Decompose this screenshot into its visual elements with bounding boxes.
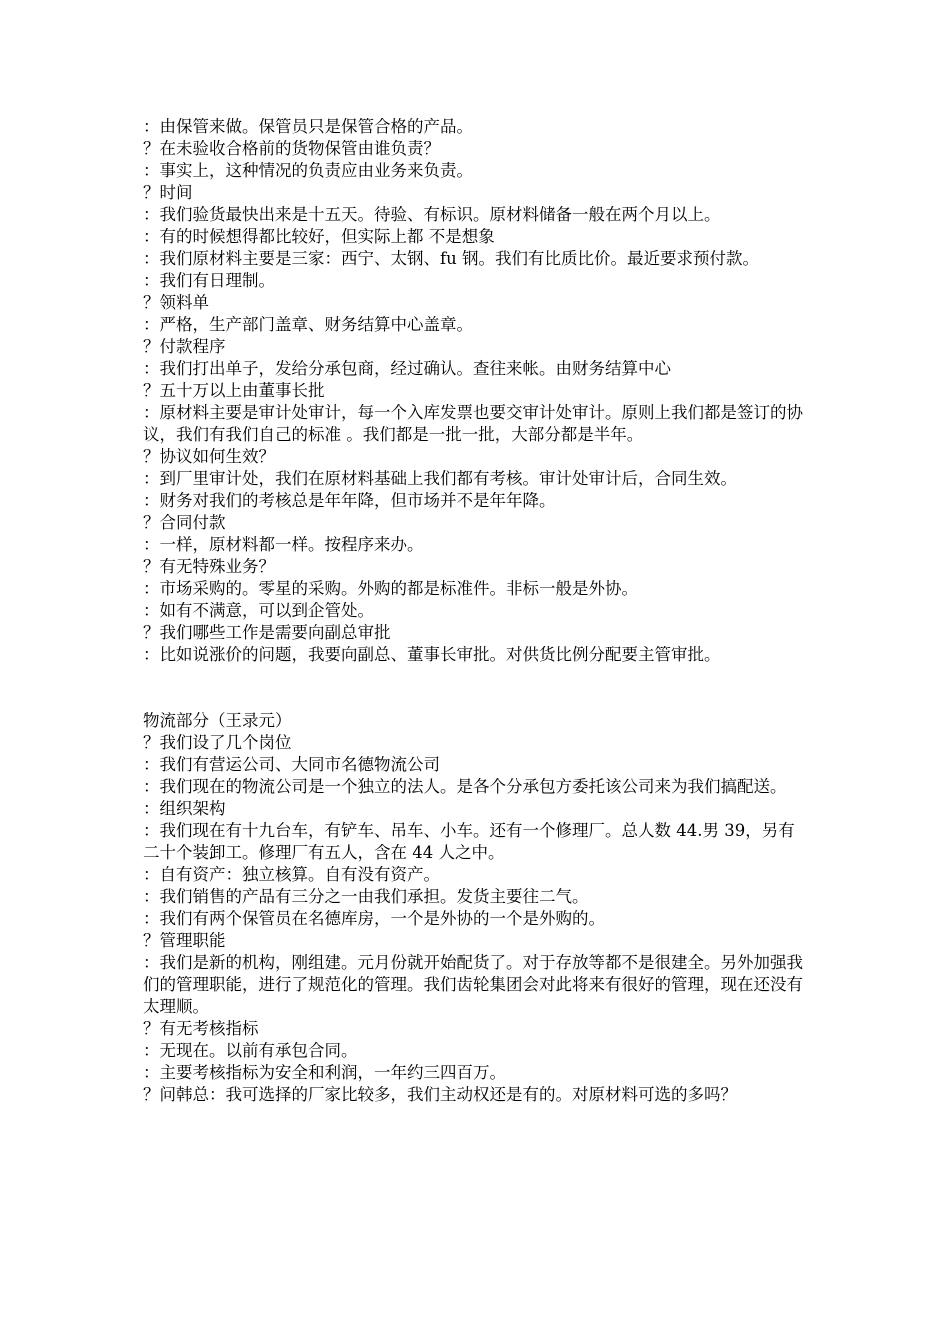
text-line: ？协议如何生效？ — [143, 447, 275, 466]
text-line: ：市场采购的。零星的采购。外购的都是标准件。非标一般是外协。 — [143, 579, 638, 598]
text-line: ：严格，生产部门盖章、财务结算中心盖章。 — [143, 315, 473, 334]
text-line: ：由保管来做。保管员只是保管合格的产品。 — [143, 117, 473, 136]
text-line: ？时间 — [143, 183, 193, 202]
section-spacer — [143, 666, 811, 710]
document-body — [143, 116, 811, 1106]
text-line: ：我们有营运公司、大同市名德物流公司 — [143, 755, 440, 774]
text-line: ？我们哪些工作是需要向副总审批 — [143, 623, 391, 642]
text-line: ：无现在。以前有承包合同。 — [143, 1041, 358, 1060]
text-line: ：原材料主要是审计处审计，每一个入库发票也要交审计处审计。原则上我们都是签订的协议，我们有我们自己的标准 。我们都是一批一批，大部分都是半年。 — [143, 403, 803, 444]
text-line: ：财务对我们的考核总是年年降，但市场并不是年年降。 — [143, 491, 556, 510]
text-line: ：组织架构 — [143, 799, 226, 818]
text-line: ：一样，原材料都一样。按程序来办。 — [143, 535, 424, 554]
text-line: ：主要考核指标为安全和利润，一年约三四百万。 — [143, 1063, 506, 1082]
text-line: ：事实上，这种情况的负责应由业务来负责。 — [143, 161, 473, 180]
text-line: ：如有不满意，可以到企管处。 — [143, 601, 374, 620]
text-line: ：比如说涨价的问题，我要向副总、董事长审批。对供货比例分配要主管审批。 — [143, 645, 721, 664]
text-line: ？合同付款 — [143, 513, 226, 532]
text-line: ？管理职能 — [143, 931, 226, 950]
text-line: ：自有资产：独立核算。自有没有资产。 — [143, 865, 440, 884]
text-line: ？付款程序 — [143, 337, 226, 356]
text-line: ？五十万以上由董事长批 — [143, 381, 325, 400]
text-line: ：我们有日理制。 — [143, 271, 275, 290]
text-line: ：我们验货最快出来是十五天。待验、有标识。原材料储备一般在两个月以上。 — [143, 205, 721, 224]
text-line: ：我们是新的机构，刚组建。元月份就开始配货了。对于存放等都不是很建全。另外加强我们的管理职能，进行了规范化的管理。我们齿轮集团会对此将来有很好的管理，现在还没有太理顺。 — [143, 953, 803, 1016]
text-line: ：我们打出单子，发给分承包商，经过确认。查往来帐。由财务结算中心 — [143, 359, 671, 378]
text-line: ：我们现在有十九台车，有铲车、吊车、小车。还有一个修理厂。总人数 44.男 39，另有二十个装卸工。修理厂有五人，含在 44 人之中。 — [143, 821, 795, 862]
text-line: ？有无特殊业务？ — [143, 557, 275, 576]
text-line: ：有的时候想得都比较好，但实际上都 不是想象 — [143, 227, 495, 246]
text-line: ？有无考核指标 — [143, 1019, 259, 1038]
text-line: ？我们设了几个岗位 — [143, 733, 292, 752]
text-line: ：我们销售的产品有三分之一由我们承担。发货主要往二气。 — [143, 887, 589, 906]
text-line: ？问韩总：我可选择的厂家比较多，我们主动权还是有的。对原材料可选的多吗？ — [143, 1085, 737, 1104]
text-line: ？在未验收合格前的货物保管由谁负责？ — [143, 139, 440, 158]
text-line: ：我们原材料主要是三家：西宁、太钢、fu 钢。我们有比质比价。最近要求预付款。 — [143, 249, 759, 268]
text-line: ？领料单 — [143, 293, 209, 312]
section-heading: 物流部分（王录元） — [143, 711, 292, 730]
text-line: ：我们现在的物流公司是一个独立的法人。是各个分承包方委托该公司来为我们搞配送。 — [143, 777, 787, 796]
text-line: ：我们有两个保管员在名德库房，一个是外协的一个是外购的。 — [143, 909, 605, 928]
text-line: ：到厂里审计处，我们在原材料基础上我们都有考核。审计处审计后，合同生效。 — [143, 469, 737, 488]
